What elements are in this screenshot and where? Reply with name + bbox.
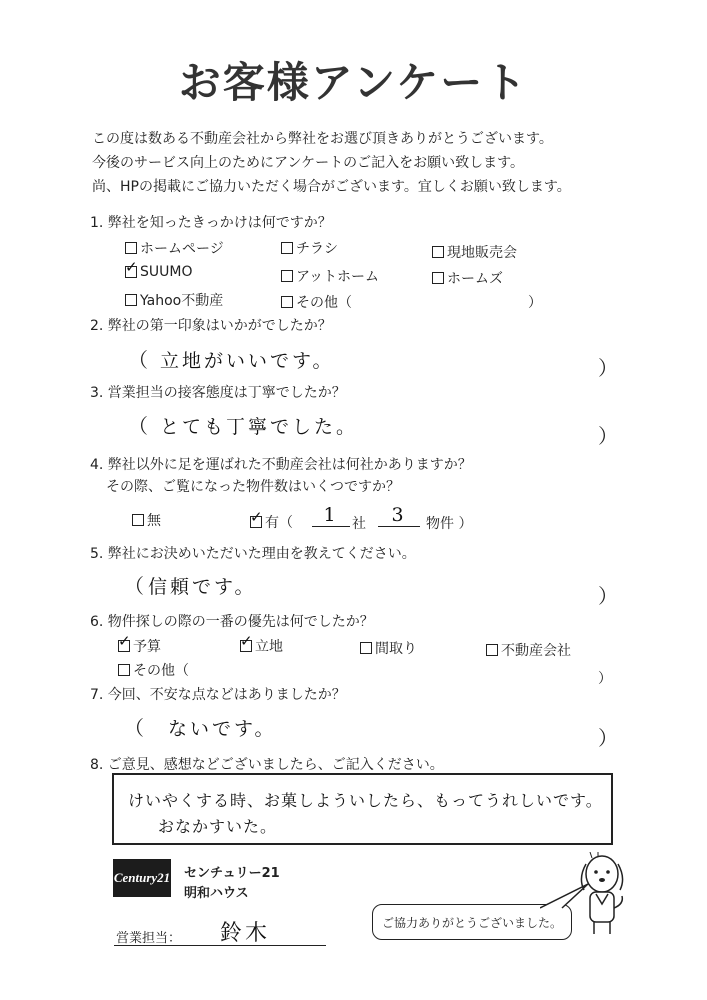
checkbox-checked[interactable]	[125, 266, 137, 278]
q3-open-paren: （	[128, 414, 148, 438]
checkbox[interactable]	[132, 514, 144, 526]
q4-option-none[interactable]: 無	[132, 510, 161, 530]
q8-answer-line1: けいやくする時、お菓しよういしたら、もってうれしいです。	[128, 791, 603, 810]
checkbox[interactable]	[486, 644, 498, 656]
q4-property-count: 3	[378, 504, 420, 527]
checkbox[interactable]	[125, 294, 137, 306]
q2-answer: 立地がいいです。	[160, 350, 335, 372]
q5-open-paren: （	[124, 574, 144, 598]
q1-option-onsite-sale[interactable]: 現地販売会	[432, 242, 517, 262]
intro-line-1: この度は数ある不動産会社から弊社をお選び頂きありがとうございます。	[92, 131, 553, 147]
q2-open-paren: （	[128, 348, 148, 372]
q2-close-paren: ）	[598, 356, 618, 380]
checkbox[interactable]	[281, 242, 293, 254]
q4-company-count: 1	[312, 504, 350, 527]
staff-label: 営業担当：	[116, 931, 182, 946]
q7-close-paren: ）	[598, 726, 618, 750]
q3-answer: とても丁寧でした。	[160, 416, 359, 438]
q3-close-paren: ）	[598, 424, 618, 448]
q4-question-line1: 4. 弊社以外に足を運ばれた不動産会社は何社かありますか？	[90, 457, 472, 473]
q6-option-location[interactable]: ✓ 立地	[240, 636, 283, 656]
intro-line-2: 今後のサービス向上のためにアンケートのご記入をお願い致します。	[92, 155, 525, 171]
q4-option-yes[interactable]: ✓ 有（	[250, 512, 293, 532]
dog-mascot-icon	[576, 852, 632, 938]
q1-option-yahoo[interactable]: Yahoo不動産	[125, 290, 223, 310]
q1-option-homepage[interactable]: ホームページ	[125, 238, 224, 258]
q1-option-flyer[interactable]: チラシ	[281, 238, 338, 258]
q3-question: 3. 営業担当の接客態度は丁寧でしたか？	[90, 385, 346, 401]
checkbox[interactable]	[118, 664, 130, 676]
q6-other-close: ）	[598, 671, 612, 687]
q4-question-line2: その際、ご覧になった物件数はいくつですか？	[106, 479, 400, 495]
company-name-line2: 明和ハウス	[184, 886, 249, 901]
q8-question: 8. ご意見、感想などございましたら、ご記入ください。	[90, 757, 444, 773]
company-name-line1: センチュリー21	[184, 866, 280, 881]
q8-answer-line2: おなかすいた。	[158, 817, 278, 836]
q5-close-paren: ）	[598, 584, 618, 608]
q5-question: 5. 弊社にお決めいただいた理由を教えてください。	[90, 546, 416, 562]
q7-answer: ないです。	[168, 718, 277, 740]
checkbox-checked[interactable]	[240, 640, 252, 652]
checkbox[interactable]	[125, 242, 137, 254]
q6-option-floorplan[interactable]: 間取り	[360, 638, 417, 658]
q1-option-athome[interactable]: アットホーム	[281, 266, 379, 286]
q7-open-paren: （	[124, 716, 144, 740]
checkbox[interactable]	[432, 272, 444, 284]
century21-logo: Century21	[113, 859, 171, 897]
page-title: お客様アンケート	[178, 58, 529, 107]
q1-other-close: ）	[528, 295, 542, 311]
q1-option-homes[interactable]: ホームズ	[432, 268, 503, 288]
checkbox-checked[interactable]	[118, 640, 130, 652]
staff-name: 鈴木	[220, 921, 271, 946]
q1-option-other[interactable]: その他（	[281, 292, 352, 312]
q1-question: 1. 弊社を知ったきっかけは何ですか？	[90, 215, 332, 231]
q6-option-budget[interactable]: ✓ 予算	[118, 636, 161, 656]
checkbox[interactable]	[432, 246, 444, 258]
q2-question: 2. 弊社の第一印象はいかがでしたか？	[90, 318, 332, 334]
q1-option-suumo[interactable]: ✓ SUUMO	[125, 264, 192, 280]
checkbox[interactable]	[281, 296, 293, 308]
checkbox[interactable]	[281, 270, 293, 282]
q6-option-realestate-company[interactable]: 不動産会社	[486, 640, 571, 660]
checkbox[interactable]	[360, 642, 372, 654]
q6-question: 6. 物件探しの際の一番の優先は何でしたか？	[90, 614, 374, 630]
q6-option-other[interactable]: その他（	[118, 660, 189, 680]
q5-answer: 信頼です。	[148, 576, 257, 598]
q4-company-unit: 社	[352, 516, 366, 532]
q4-property-unit: 物件 ）	[426, 516, 473, 532]
q7-question: 7. 今回、不安な点などはありましたか？	[90, 687, 346, 703]
checkbox-checked[interactable]	[250, 516, 262, 528]
intro-line-3: 尚、HPの掲載にご協力いただく場合がございます。宜しくお願い致します。	[92, 179, 571, 195]
thank-you-bubble: ご協力ありがとうございました。	[372, 904, 572, 940]
